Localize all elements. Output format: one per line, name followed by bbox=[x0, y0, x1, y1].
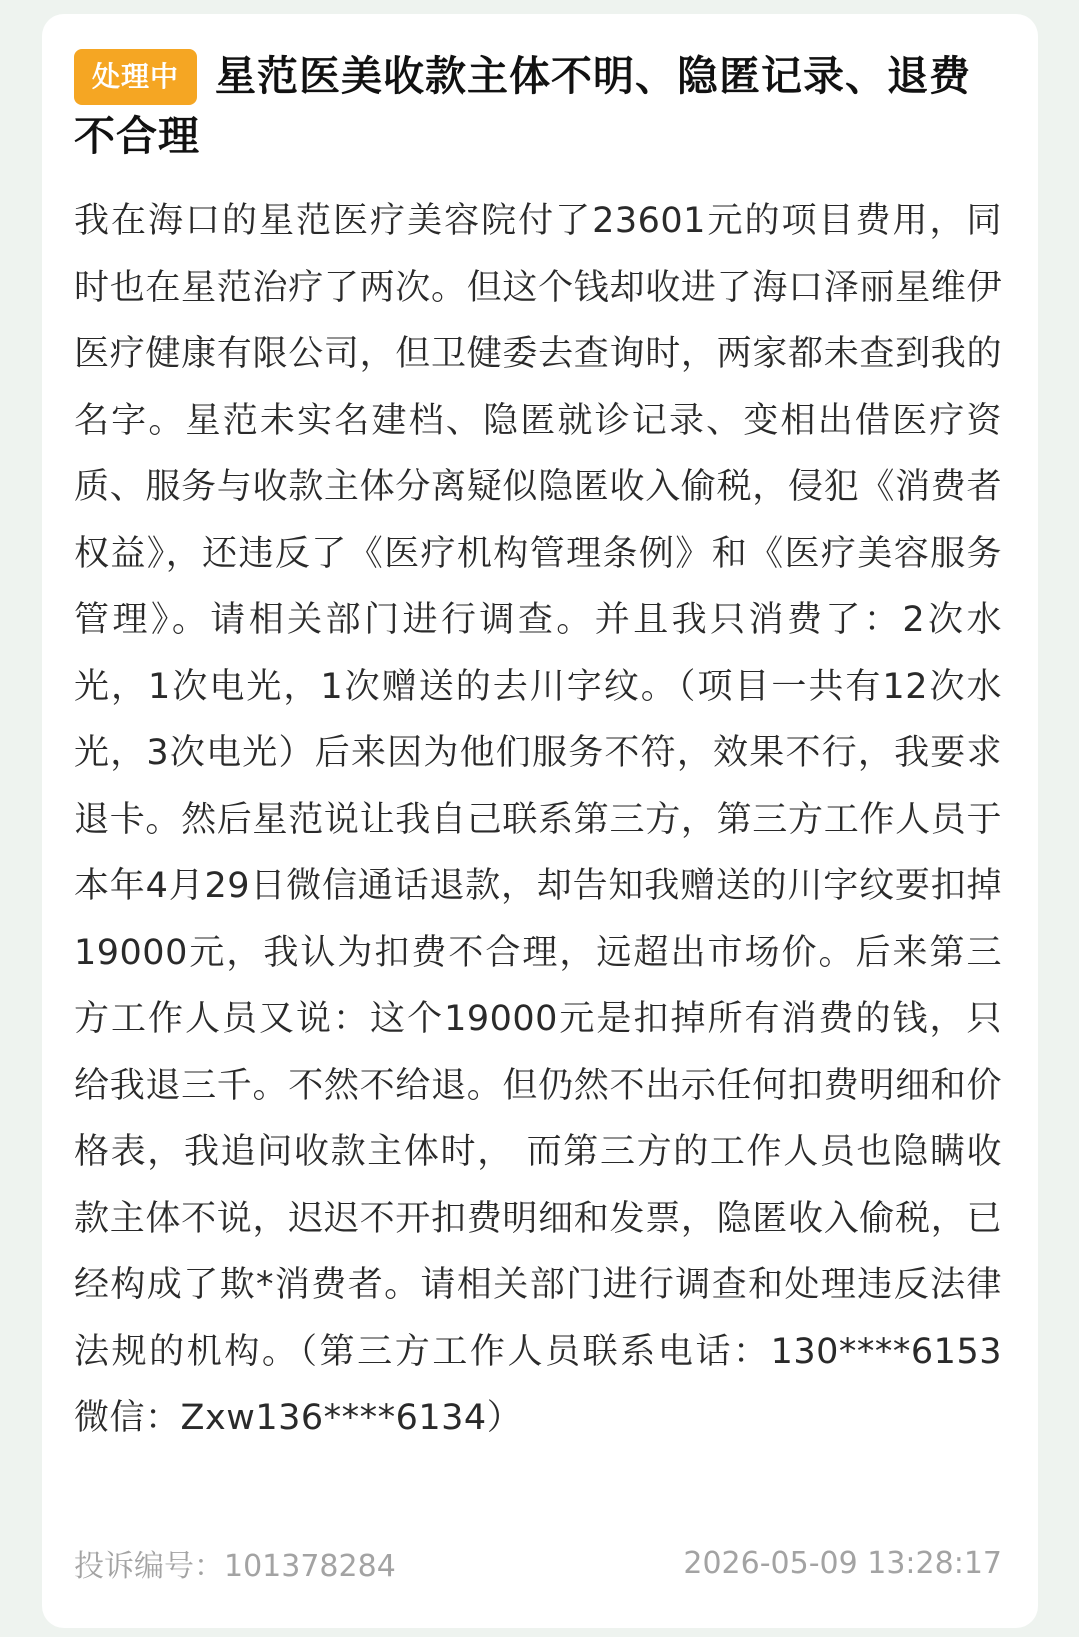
status-badge: 处理中 bbox=[74, 49, 197, 105]
complaint-datetime: 2026-05-09 13:28:17 bbox=[683, 1545, 1002, 1581]
complaint-number bbox=[74, 1541, 396, 1585]
complaint-footer bbox=[74, 1541, 1002, 1585]
complaint-title-block bbox=[74, 46, 1002, 166]
complaint-body: 我在海口的星范医疗美容院付了23601元的项目费用，同时也在星范治疗了两次。但这个钱却收进了海口泽丽星维伊医疗健康有限公司，但卫健委去查询时，两家都未查到我的名字。星范未实名建档、隐匿就诊记录、变相出借医疗资质、服务与收款主体分离疑似隐匿收入偷税，侵犯《消费者权益》，还违反了《医疗机构管理条例》和《医疗美容服务管理》。请相关部门进行调查。并且我只消费了：2次水光，1次电光，1次赠送的去川字纹。（项目一共有12次水光，3次电光）后来因为他们服务不符，效果不行，我要求退卡。然后星范说让我自己联系第三方，第三方工作人员于本年4月29日微信通话退款，却告知我赠送的川字纹要扣掉19000元，我认为扣费不合理，远超出市场价。后来第三方工作人员又说：这个19000元是扣掉所有消费的钱，只给我退三千。不然不给退。但仍然不出示任何扣费明细和价格表，我追问收款主体时， 而第三方的工作人员也隐瞒收款主体不说，迟迟不开扣费明细和发票，隐匿收入偷税，已经构成了欺*消费者。请相关部门进行调查和处理违反法律法规的机构。（第三方工作人员联系电话：130****6153 微信：Zxw136****6134） bbox=[74, 201, 1002, 1438]
complaint-title: 星范医美收款主体不明、隐匿记录、退费不合理 bbox=[74, 52, 972, 160]
complaint-number-label: 投诉编号： bbox=[74, 1549, 224, 1584]
complaint-number-value: 101378284 bbox=[224, 1549, 396, 1584]
complaint-card[interactable] bbox=[42, 14, 1038, 1628]
